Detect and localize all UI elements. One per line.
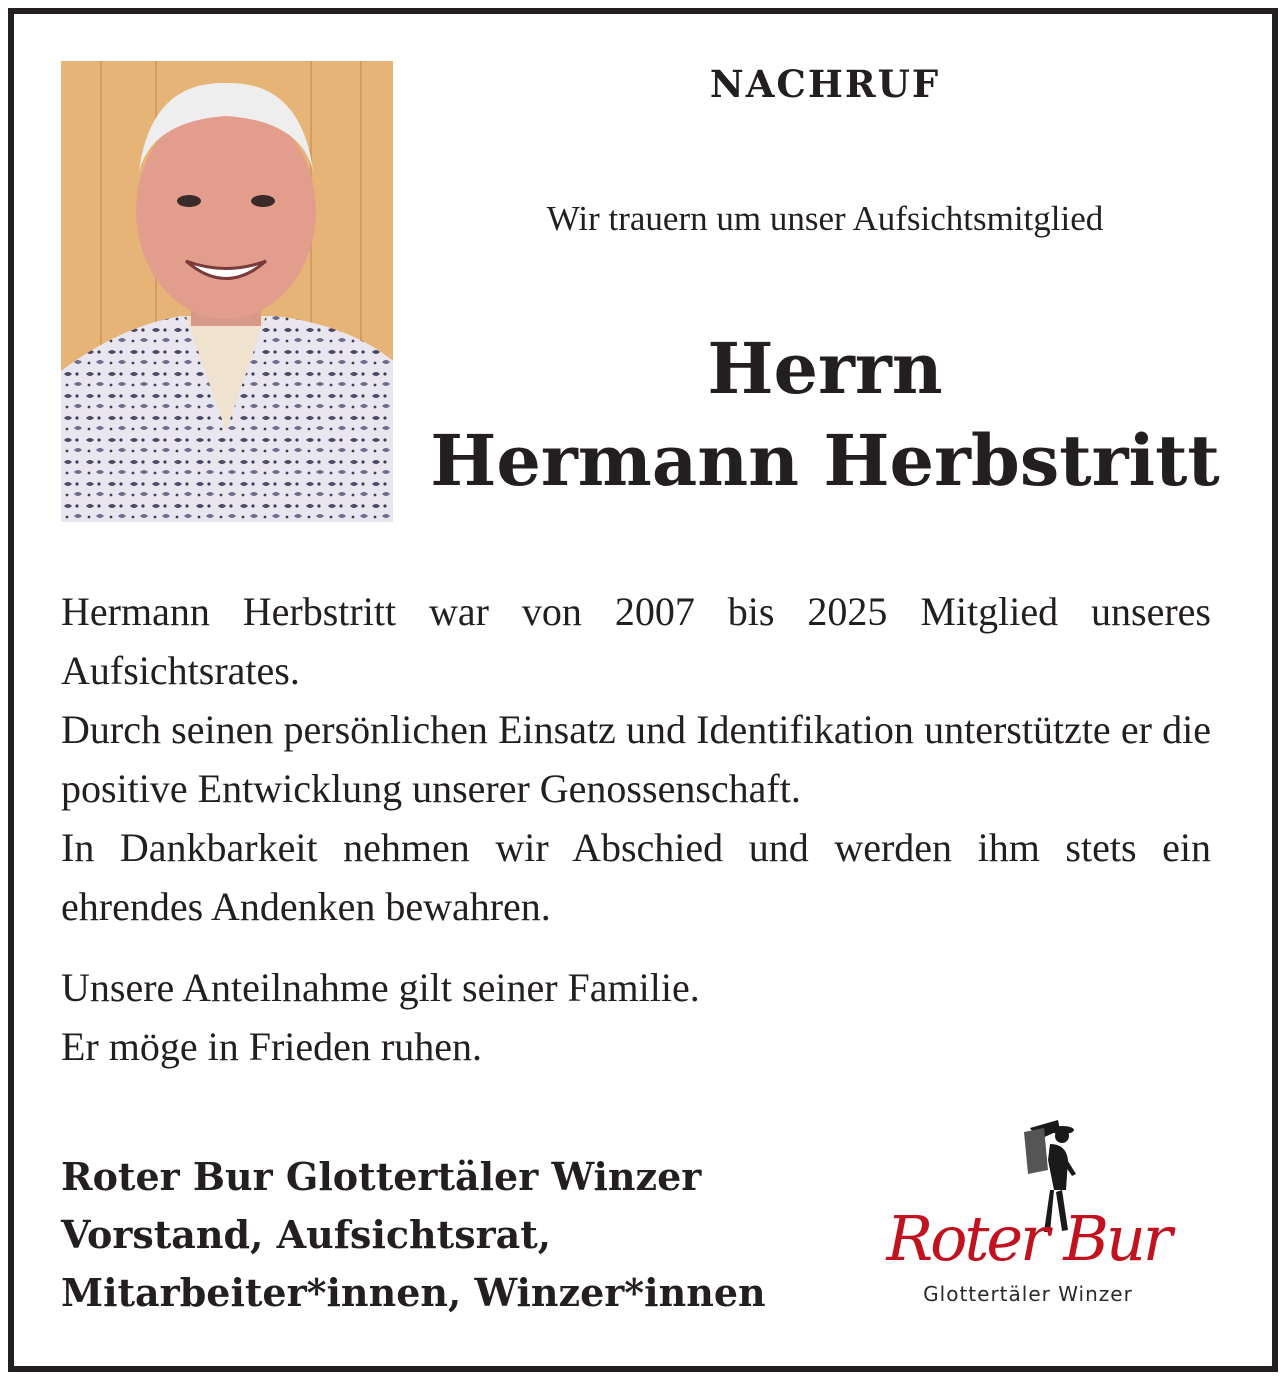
- paragraph-membership: Hermann Herbstritt war von 2007 bis 2025 Mitglied unseres Aufsichtsrates.: [61, 589, 1211, 693]
- obituary-heading: NACHRUF: [709, 62, 941, 106]
- logo-tagline: Glottertäler Winzer: [923, 1282, 1133, 1306]
- paragraph-contribution: Durch seinen persönlichen Einsatz und Identifikation unterstützte er die positive Entwicklung unserer Genossenschaft.: [61, 707, 1211, 811]
- signature-board: Vorstand, Aufsichtsrat,: [61, 1212, 552, 1257]
- signature-block: [61, 1148, 821, 1322]
- deceased-name: Hermann Herbstritt: [430, 419, 1220, 502]
- paragraph-gratitude: In Dankbarkeit nehmen wir Abschied und werden ihm stets ein ehrendes Andenken bewahren.: [61, 825, 1211, 929]
- portrait-photo: [61, 61, 393, 522]
- roter-bur-logo: [840, 1110, 1220, 1310]
- closing-condolence: Unsere Anteilnahme gilt seiner Familie.: [61, 965, 700, 1010]
- signature-organisation: Roter Bur Glottertäler Winzer: [61, 1154, 702, 1199]
- closing-rest-in-peace: Er möge in Frieden ruhen.: [61, 1024, 482, 1069]
- salutation: Herrn: [707, 327, 943, 410]
- signature-staff: Mitarbeiter*innen, Winzer*innen: [61, 1270, 766, 1315]
- intro-line: Wir trauern um unser Aufsichtsmitglied: [546, 199, 1104, 238]
- obituary-text: [61, 582, 1211, 1076]
- deceased-name-block: [420, 323, 1230, 507]
- logo-wordmark: Roter Bur: [886, 1202, 1170, 1275]
